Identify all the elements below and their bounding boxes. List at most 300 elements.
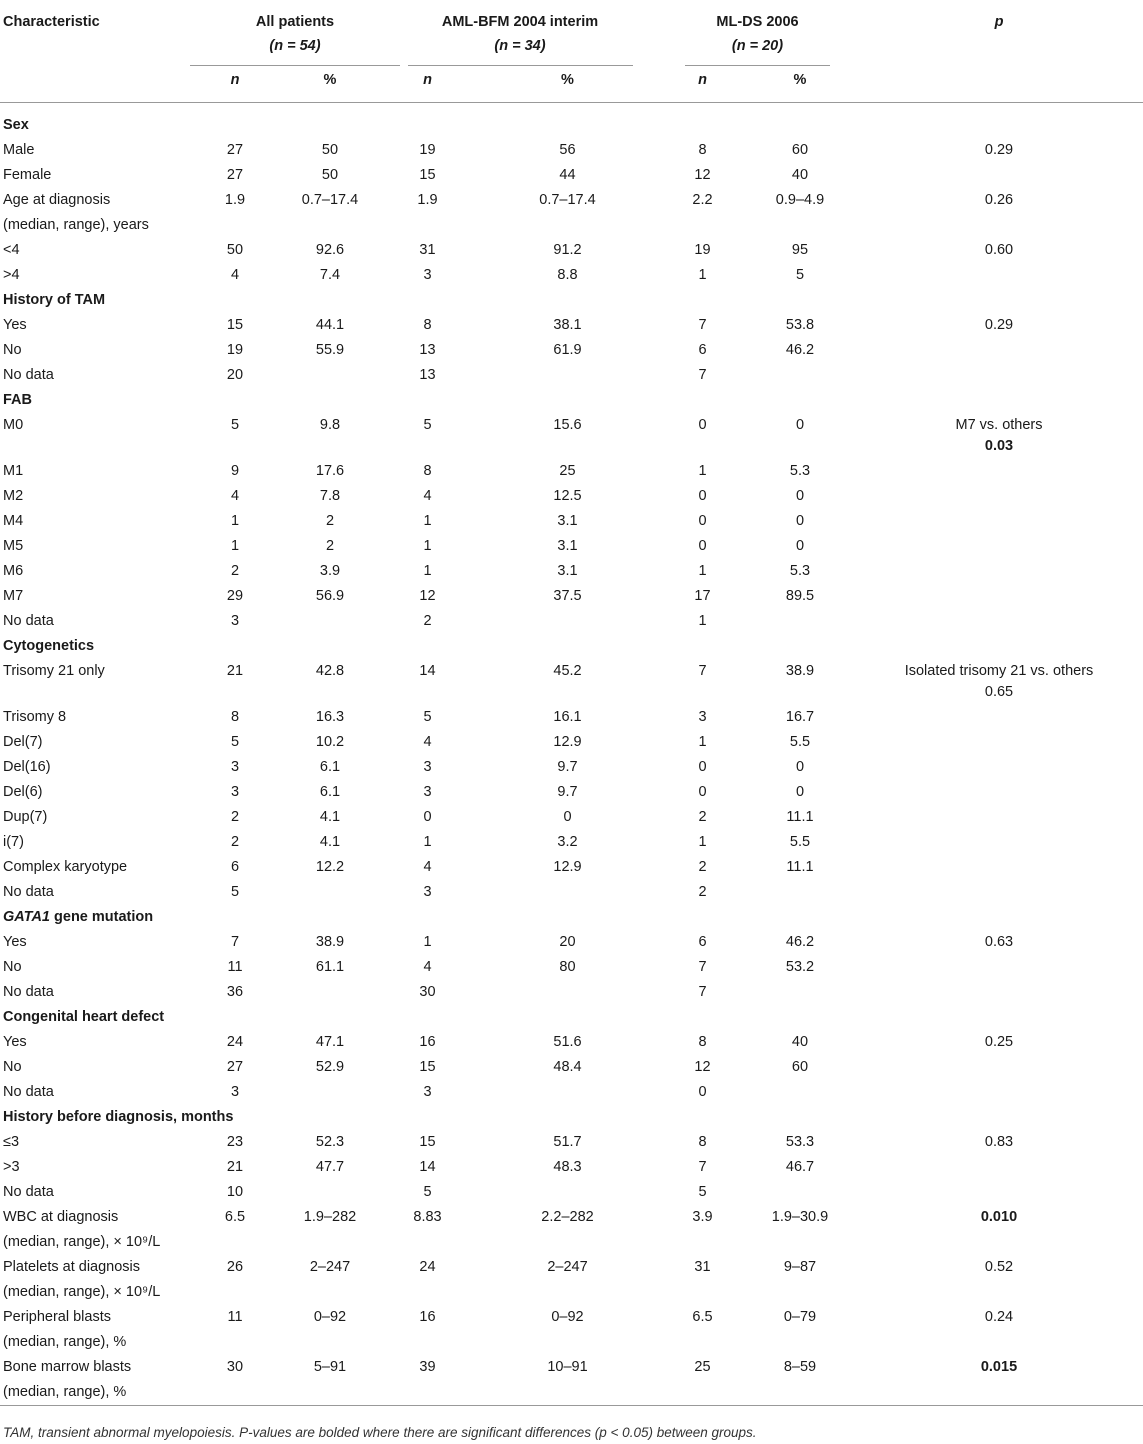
- table-cell: 0: [795, 488, 805, 504]
- table-row: [0, 780, 1143, 805]
- p-value-cell: [855, 1380, 1143, 1406]
- table-cell: 38.1: [553, 317, 582, 333]
- table-cell: [745, 1080, 855, 1105]
- section-label: Sex: [3, 117, 29, 133]
- table-cell: 29: [226, 588, 244, 604]
- table-cell: 60: [791, 1059, 809, 1075]
- table-cell: [280, 880, 380, 905]
- table-cell: 38.9: [315, 934, 345, 950]
- table-cell: 0.7–17.4: [539, 192, 596, 208]
- p-value-cell: 0.015: [980, 1359, 1018, 1375]
- table-cell: 5: [795, 267, 805, 283]
- table-cell: 21: [226, 663, 244, 679]
- table-cell: [660, 1330, 745, 1355]
- section-header-row: [0, 905, 1143, 930]
- table-cell: 1: [698, 267, 707, 283]
- p-value-cell: [855, 163, 1143, 188]
- section-label: Cytogenetics: [3, 638, 95, 654]
- table-cell: 13: [419, 342, 436, 358]
- table-cell: 5: [230, 734, 240, 750]
- table-cell: 40: [791, 167, 809, 183]
- table-cell: 0–92: [313, 1309, 347, 1325]
- row-label: (median, range), × 10⁹/L: [3, 1234, 161, 1250]
- p-value-cell: [855, 1055, 1143, 1080]
- table-cell: 15.6: [553, 417, 582, 433]
- table-cell: 0–79: [783, 1309, 817, 1325]
- table-cell: 61.9: [553, 342, 582, 358]
- table-cell: 11.1: [786, 809, 814, 825]
- table-cell: 4.1: [319, 809, 341, 825]
- table-cell: [745, 1230, 855, 1255]
- header-row-titles: [0, 0, 1143, 66]
- table-row: [0, 584, 1143, 609]
- header-p: p: [994, 14, 1004, 30]
- table-cell: [380, 1230, 475, 1255]
- table-cell: 1.9: [224, 192, 246, 208]
- table-cell: 55.9: [315, 342, 345, 358]
- header-aml-pct: %: [475, 66, 660, 103]
- table-cell: 4.1: [319, 834, 341, 850]
- table-cell: 53.8: [785, 317, 815, 333]
- section-header-row: [0, 634, 1143, 659]
- table-cell: 3: [230, 1084, 240, 1100]
- table-cell: [190, 1230, 280, 1255]
- table-cell: [475, 363, 660, 388]
- table-cell: 8: [230, 709, 240, 725]
- section-header-row: [0, 1105, 1143, 1130]
- table-cell: 17.6: [315, 463, 345, 479]
- table-cell: 0: [698, 488, 707, 504]
- table-row: [0, 955, 1143, 980]
- table-cell: [190, 1380, 280, 1406]
- row-label: M7: [3, 588, 24, 604]
- table-cell: 1: [230, 513, 240, 529]
- table-cell: [280, 980, 380, 1005]
- row-label: Peripheral blasts: [3, 1309, 111, 1325]
- row-label: Yes: [3, 934, 27, 950]
- table-cell: 10.2: [315, 734, 345, 750]
- table-cell: [745, 1280, 855, 1305]
- table-cell: 8: [423, 317, 432, 333]
- row-label: No data: [3, 1084, 54, 1100]
- row-label: Del(7): [3, 734, 43, 750]
- table-cell: 3: [423, 1084, 432, 1100]
- row-label: M1: [3, 463, 24, 479]
- table-cell: 48.3: [553, 1159, 582, 1175]
- table-cell: 8.83: [413, 1209, 442, 1225]
- table-cell: 6: [698, 934, 707, 950]
- p-value-cell: [855, 1155, 1143, 1180]
- table-cell: 2.2: [692, 192, 713, 208]
- table-cell: [475, 880, 660, 905]
- table-cell: 6: [230, 859, 240, 875]
- table-row: [0, 1380, 1143, 1406]
- table-cell: [280, 1330, 380, 1355]
- table-cell: 61.1: [315, 959, 345, 975]
- table-cell: 3: [423, 784, 432, 800]
- table-cell: 3: [423, 884, 432, 900]
- table-cell: [660, 1230, 745, 1255]
- p-value-cell: [855, 338, 1143, 363]
- p-value-cell: [855, 830, 1143, 855]
- table-cell: 10–91: [547, 1359, 588, 1375]
- table-cell: 3.1: [557, 513, 578, 529]
- p-value-cell: [855, 1230, 1143, 1255]
- table-cell: 6: [698, 342, 707, 358]
- p-value-cell: 0.60: [984, 242, 1014, 258]
- table-cell: 27: [226, 167, 244, 183]
- p-value-cell: 0.29: [984, 142, 1014, 158]
- table-cell: 8: [698, 1034, 707, 1050]
- p-value-cell: [855, 805, 1143, 830]
- table-row: [0, 363, 1143, 388]
- table-cell: 91.2: [553, 242, 582, 258]
- table-cell: 7.4: [319, 267, 341, 283]
- row-label: Dup(7): [3, 809, 48, 825]
- table-cell: 7: [698, 663, 707, 679]
- table-row: [0, 313, 1143, 338]
- table-cell: 2: [698, 859, 707, 875]
- table-cell: 2: [423, 613, 432, 629]
- table-cell: 5.3: [789, 463, 811, 479]
- row-label: <4: [3, 242, 20, 258]
- table-cell: 53.2: [785, 959, 815, 975]
- row-label: M5: [3, 538, 24, 554]
- table-cell: [380, 1330, 475, 1355]
- table-cell: 53.3: [785, 1134, 815, 1150]
- p-value-cell: [855, 459, 1143, 484]
- section-label: GATA1 gene mutation: [3, 909, 154, 925]
- p-value-cell: [855, 705, 1143, 730]
- table-cell: 12.9: [553, 734, 582, 750]
- table-row: [0, 263, 1143, 288]
- table-cell: 9.7: [557, 759, 578, 775]
- table-cell: [280, 1180, 380, 1205]
- table-cell: 89.5: [785, 588, 815, 604]
- table-row: [0, 163, 1143, 188]
- table-cell: [475, 609, 660, 634]
- table-cell: 0: [795, 417, 805, 433]
- table-cell: 25: [694, 1359, 711, 1375]
- table-cell: [745, 1330, 855, 1355]
- table-cell: 46.7: [785, 1159, 815, 1175]
- table-cell: 3: [230, 759, 240, 775]
- table-cell: 8: [698, 1134, 707, 1150]
- table-cell: 39: [419, 1359, 436, 1375]
- table-cell: 30: [226, 1359, 244, 1375]
- table-cell: 30: [419, 984, 436, 1000]
- header-ml-ds: ML-DS 2006 (n = 20): [660, 0, 855, 66]
- table-cell: 0: [795, 513, 805, 529]
- table-cell: 5.3: [789, 563, 811, 579]
- table-cell: 24: [226, 1034, 244, 1050]
- table-cell: 7: [698, 367, 707, 383]
- table-row: [0, 1155, 1143, 1180]
- table-cell: 50: [321, 142, 339, 158]
- table-cell: 50: [321, 167, 339, 183]
- table-cell: 4: [423, 859, 432, 875]
- table-cell: 1: [423, 513, 432, 529]
- table-cell: 80: [559, 959, 576, 975]
- p-value-cell: [855, 213, 1143, 238]
- row-label: No: [3, 959, 22, 975]
- table-row: [0, 1030, 1143, 1055]
- table-cell: 9.7: [557, 784, 578, 800]
- table-row: [0, 1180, 1143, 1205]
- row-label: (median, range), %: [3, 1334, 127, 1350]
- table-cell: 0: [563, 809, 572, 825]
- p-value-cell: 0.52: [984, 1259, 1014, 1275]
- p-value-cell: [855, 1330, 1143, 1355]
- row-label: Age at diagnosis: [3, 192, 111, 208]
- table-cell: 5: [423, 709, 432, 725]
- table-cell: 95: [791, 242, 809, 258]
- table-cell: [280, 1230, 380, 1255]
- row-label: No: [3, 342, 22, 358]
- table-cell: [660, 1380, 745, 1406]
- table-cell: [280, 1380, 380, 1406]
- table-row: [0, 980, 1143, 1005]
- table-cell: [190, 1280, 280, 1305]
- row-label: Complex karyotype: [3, 859, 128, 875]
- table-cell: 1: [423, 563, 432, 579]
- table-cell: 12.5: [553, 488, 582, 504]
- table-cell: 6.1: [319, 784, 341, 800]
- table-cell: [280, 1080, 380, 1105]
- header-aml-n: n: [380, 66, 475, 103]
- table-cell: 1: [423, 834, 432, 850]
- table-cell: 8: [423, 463, 432, 479]
- section-header-row: [0, 288, 1143, 313]
- table-cell: 6.1: [319, 759, 341, 775]
- p-value-cell: [855, 263, 1143, 288]
- p-value-cell: [855, 955, 1143, 980]
- section-header-row: [0, 113, 1143, 138]
- table-cell: 0: [795, 538, 805, 554]
- table-cell: 4: [230, 267, 240, 283]
- table-cell: 0: [698, 513, 707, 529]
- table-cell: 3: [423, 759, 432, 775]
- table-cell: 19: [419, 142, 436, 158]
- p-value-cell: 0.29: [984, 317, 1014, 333]
- p-value-cell: [855, 730, 1143, 755]
- table-cell: 56.9: [315, 588, 345, 604]
- table-cell: 16: [419, 1034, 436, 1050]
- table-cell: [745, 363, 855, 388]
- section-header-row: [0, 1005, 1143, 1030]
- table-cell: 15: [419, 1134, 436, 1150]
- table-cell: 4: [423, 488, 432, 504]
- table-row: [0, 534, 1143, 559]
- section-label: History of TAM: [3, 292, 106, 308]
- table-cell: 16: [419, 1309, 436, 1325]
- table-cell: [745, 980, 855, 1005]
- table-cell: 0: [698, 759, 707, 775]
- table-cell: 5: [423, 417, 432, 433]
- table-cell: 14: [419, 1159, 436, 1175]
- table-cell: 4: [423, 734, 432, 750]
- header-mlds-n: n: [660, 66, 745, 103]
- table-cell: 0–92: [551, 1309, 584, 1325]
- p-value-cell: [855, 1180, 1143, 1205]
- table-cell: [745, 1180, 855, 1205]
- table-cell: [475, 1230, 660, 1255]
- table-cell: 1: [230, 538, 240, 554]
- table-cell: 2–247: [547, 1259, 588, 1275]
- table-cell: 47.7: [315, 1159, 345, 1175]
- table-cell: 12.2: [315, 859, 345, 875]
- table-row: [0, 1305, 1143, 1330]
- p-value-cell: [855, 1080, 1143, 1105]
- table-cell: 2: [698, 809, 707, 825]
- table-cell: [280, 363, 380, 388]
- row-label: Del(6): [3, 784, 43, 800]
- table-cell: [280, 609, 380, 634]
- table-cell: 46.2: [785, 342, 815, 358]
- table-cell: [475, 1180, 660, 1205]
- p-value-cell: [855, 880, 1143, 905]
- row-label: Male: [3, 142, 35, 158]
- table-cell: 16.1: [553, 709, 582, 725]
- table-row: [0, 1205, 1143, 1230]
- table-cell: 27: [226, 142, 244, 158]
- row-label: Female: [3, 167, 52, 183]
- table-cell: 2: [325, 538, 335, 554]
- table-row: [0, 730, 1143, 755]
- table-footnote: TAM, transient abnormal myelopoiesis. P-values are bolded where there are significant differences (p < 0.05) between groups.: [3, 1425, 757, 1440]
- table-row: [0, 1080, 1143, 1105]
- table-cell: 1.9–30.9: [771, 1209, 829, 1225]
- table-cell: 44.1: [315, 317, 345, 333]
- table-row: [0, 705, 1143, 730]
- row-label: Trisomy 21 only: [3, 663, 105, 679]
- p-value-cell: [855, 534, 1143, 559]
- table-cell: 24: [419, 1259, 436, 1275]
- table-cell: 6.5: [224, 1209, 246, 1225]
- table-row: [0, 930, 1143, 955]
- p-value-cell: [855, 559, 1143, 584]
- table-cell: 0: [698, 784, 707, 800]
- p-value-cell: [855, 584, 1143, 609]
- table-cell: 2–247: [309, 1259, 351, 1275]
- table-cell: 17: [694, 588, 711, 604]
- table-row: [0, 213, 1143, 238]
- row-label: No data: [3, 1184, 54, 1200]
- table-cell: 27: [226, 1059, 244, 1075]
- table-cell: [380, 1380, 475, 1406]
- table-cell: 5: [423, 1184, 432, 1200]
- table-row: [0, 238, 1143, 263]
- section-label: Congenital heart defect: [3, 1009, 165, 1025]
- row-label: Bone marrow blasts: [3, 1359, 132, 1375]
- table-cell: [475, 1380, 660, 1406]
- row-label: M2: [3, 488, 24, 504]
- table-cell: 31: [419, 242, 436, 258]
- row-label: >3: [3, 1159, 20, 1175]
- table-cell: 9–87: [783, 1259, 817, 1275]
- header-characteristic: Characteristic: [3, 14, 100, 30]
- row-label: M6: [3, 563, 24, 579]
- table-cell: [380, 1280, 475, 1305]
- table-cell: 19: [226, 342, 244, 358]
- p-value-cell: [855, 755, 1143, 780]
- table-cell: [380, 213, 475, 238]
- table-cell: 1: [423, 538, 432, 554]
- table-cell: [475, 213, 660, 238]
- header-mlds-pct: %: [745, 66, 855, 103]
- table-cell: 2.2–282: [541, 1209, 594, 1225]
- table-row: [0, 1355, 1143, 1380]
- table-cell: 92.6: [315, 242, 345, 258]
- table-cell: 5.5: [789, 834, 811, 850]
- table-cell: [475, 1280, 660, 1305]
- table-cell: 4: [230, 488, 240, 504]
- table-row: [0, 1255, 1143, 1280]
- p-value-cell: Isolated trisomy 21 vs. others 0.65: [904, 663, 1094, 700]
- table-cell: 7: [698, 317, 707, 333]
- table-cell: 3: [423, 267, 432, 283]
- table-cell: 20: [226, 367, 244, 383]
- table-cell: 19: [694, 242, 711, 258]
- table-row: [0, 1330, 1143, 1355]
- row-label: Trisomy 8: [3, 709, 67, 725]
- table-cell: 11: [227, 959, 243, 975]
- table-cell: 48.4: [553, 1059, 582, 1075]
- p-value-cell: 0.63: [984, 934, 1014, 950]
- table-cell: 45.2: [553, 663, 582, 679]
- table-row: [0, 880, 1143, 905]
- table-cell: 12: [694, 1059, 711, 1075]
- table-cell: 47.1: [315, 1034, 345, 1050]
- p-value-cell: [855, 363, 1143, 388]
- table-row: [0, 188, 1143, 213]
- p-value-cell: 0.25: [984, 1034, 1014, 1050]
- table-row: [0, 755, 1143, 780]
- table-cell: 8: [698, 142, 707, 158]
- header-row-subcols: [0, 66, 1143, 103]
- table-row: [0, 609, 1143, 634]
- table-cell: 12: [419, 588, 436, 604]
- row-label: M4: [3, 513, 24, 529]
- section-label: FAB: [3, 392, 32, 408]
- table-cell: 42.8: [315, 663, 345, 679]
- table-row: [0, 805, 1143, 830]
- row-label: Yes: [3, 1034, 27, 1050]
- table-cell: 8–59: [783, 1359, 817, 1375]
- row-label: No data: [3, 367, 54, 383]
- table-row: [0, 138, 1143, 163]
- table-cell: 5: [230, 417, 240, 433]
- table-row: [0, 1055, 1143, 1080]
- table-cell: 0: [795, 784, 805, 800]
- table-cell: 0: [698, 1084, 707, 1100]
- table-row: [0, 559, 1143, 584]
- table-cell: 2: [230, 563, 240, 579]
- table-cell: 50: [226, 242, 244, 258]
- table-cell: 7.8: [319, 488, 341, 504]
- table-cell: 51.7: [553, 1134, 582, 1150]
- table-cell: 10: [226, 1184, 244, 1200]
- table-row: [0, 413, 1143, 459]
- p-value-cell: 0.24: [984, 1309, 1014, 1325]
- header-aml-bfm: AML-BFM 2004 interim (n = 34): [380, 0, 660, 66]
- table-cell: 5–91: [313, 1359, 347, 1375]
- row-label: M0: [3, 417, 24, 433]
- table-cell: [745, 1380, 855, 1406]
- table-cell: 1: [698, 613, 707, 629]
- table-cell: 3.9: [319, 563, 341, 579]
- table-cell: 12.9: [553, 859, 582, 875]
